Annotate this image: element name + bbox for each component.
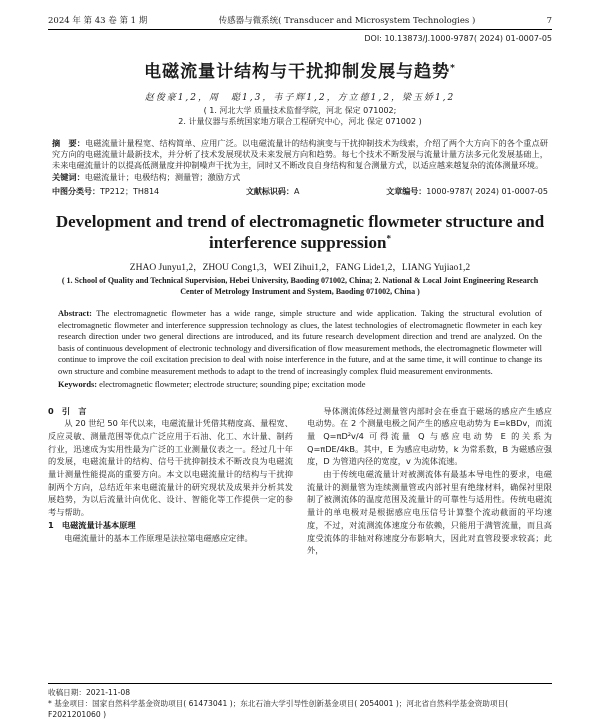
affiliation-chinese-2: 2. 计量仪器与系统国家地方联合工程研究中心，河北 保定 071002 ) (178, 116, 422, 126)
keywords-chinese (52, 172, 548, 183)
keywords-english (48, 380, 552, 389)
column-right (307, 405, 552, 557)
classification-value: TP212；TH814 (100, 186, 160, 196)
abstract-english-text: The electromagnetic flowmeter has a wide range, simple structure and wide application. Taking the structural evolution of electromagnetic flowmeter and interference suppression technology as clues, the latest technologies of electromagnetic flowmeter in each key research direction under two general directions are introduced, and its future research development direction and trend are analyzed. On the basis of continuous development of electronic technology and diversification of flow measurement methods, the electromagnetic flowmeter will continue to improve the coil excitation precision to deal with noise interference in the future, and at the same time, it will continue to change its own structure and combine measurement methods to adapt to the trend of increasingly complex fluid measurement environments. (58, 308, 542, 376)
title-english-mark: * (386, 233, 391, 244)
keywords-chinese-text: 电磁流量计；电极结构；测量管；激励方式 (84, 171, 241, 182)
affiliation-english: ( 1. School of Quality and Technical Supervision, Hebei University, Baoding 071002, China; 2. National & Local Joint Engineering Research Center of Metrology Instrument and System, Baoding 071002, China ) (61, 276, 539, 297)
page-number: 7 (546, 16, 552, 26)
abstract-english (48, 308, 552, 378)
abstract-chinese-label: 摘 要： (52, 137, 86, 148)
abstract-chinese (48, 138, 552, 183)
column-left (48, 405, 293, 557)
received-date: 收稿日期：2021-11-08 (48, 688, 131, 697)
abstract-english-label: Abstract: (58, 308, 92, 318)
journal-issue: 2024 年 第 43 卷 第 1 期 (48, 16, 148, 26)
principle-paragraph: 电磁流量计的基本工作原理是法拉第电磁感应定律。 (64, 532, 253, 543)
principle-continued-paragraph: 导体测流体经过测量管内部时会在垂直于磁场的感应产生感应电动势。在 2 个测量电极之间产生的感应电动势为 E=kBDv，而流量 Q=πD²v/4 可得流量 Q 与感应电动势 E 的关系为 Q=πDE/4kB。其中，E 为感应电动势，k 为常系数，B 为磁感应强度，D 为管道内径的宽度，v 为流体流速。 (307, 405, 552, 467)
section-0-heading: 0 引 言 (48, 405, 87, 416)
article-number-label: 文章编号： (386, 186, 427, 196)
article-number (386, 186, 548, 197)
title-footnote-mark: * (450, 63, 456, 74)
keywords-english-label: Keywords: (58, 379, 98, 389)
authors-chinese: 赵俊豪1,2，周 聪1,3，韦子辉1,2，方立德1,2，梁玉娇1,2 (144, 93, 456, 103)
running-header (48, 0, 552, 30)
title-chinese (48, 57, 552, 82)
body-columns (48, 405, 552, 557)
fund-note: * 基金项目：国家自然科学基金资助项目( 61473041 )；东北石油大学引导性创新基金项目( 2054001 )；河北省自然科学基金资助项目( F2021201060 ) (48, 699, 509, 719)
keywords-english-text: electromagnetic flowmeter; electrode structure; sounding pipe; excitation mode (99, 379, 366, 389)
abstract-chinese-text: 电磁流量计量程宽、结构简单、应用广泛。以电磁流量计的结构演变与干扰抑制技术为线索，介绍了两个大方向下的各个重点研究方向的电磁流量计最新技术，并分析了技术发展现状及未来发展方向和趋势。每七个技术不断发展与流量计量方法多元化发展基础上，未来电磁流量计的以提高低测量度并抑制噪声干扰为主，同时又不断改良自身结构和复合测量方式，以适应越来越复杂的流体测量环境。 (52, 137, 548, 171)
doi: DOI: 10.13873/J.1000-9787( 2024) 01-0007-05 (364, 34, 552, 43)
title-english (48, 211, 552, 254)
article-number-value: 1000-9787( 2024) 01-0007-05 (426, 186, 548, 196)
keywords-chinese-label: 关键词： (52, 171, 85, 182)
document-code-value: A (293, 186, 300, 196)
title-chinese-text: 电磁流量计结构与干扰抑制发展与趋势 (144, 62, 451, 82)
classification-label: 中图分类号： (52, 186, 100, 196)
affiliation-chinese-1: ( 1. 河北大学 质量技术监督学院，河北 保定 071002; (203, 106, 397, 115)
traditional-flowmeter-paragraph: 由于传统电磁流量计对被测流体有最基本导电性的要求，电磁流量计的测量管为连续测量管或内部衬里有绝缘材料，确保衬里限制了被测流体的温度范围及流量计的可靠性与适用性。传统电磁流量计的单电极对是根据感应电压信号计算整个流动截面的平均速度，不过，对流测流体速度分布依赖，只能用于满管流量，而且高度受流体的非轴对称速度分布影响大，因此对直管段要求较高；此外， (307, 469, 552, 556)
document-code (246, 186, 299, 197)
intro-paragraph: 从 20 世纪 50 年代以来，电磁流量计凭借其精度高、量程宽、反应灵敏、测量范围等优点广泛应用于石油、化工、水计量、制药行业，迅速成为实用性最为广泛的工业测量仪表之一。经过几十年的发展，电磁流量计的结构、信号干扰抑制技术不断改良为电磁流量计测量性能提高的重要方向。本文以电磁流量计的结构与干扰抑制两个方向，总结近年来电磁流量计的研究现状及成果并分析其发展趋势，为以后流量计向优化、设计、智能化等工作提供一定的参考与帮助。 (48, 418, 293, 518)
journal-name: 传感器与微系统( Transducer and Microsystem Technologies ) (218, 16, 476, 26)
document-code-label: 文献标识码： (245, 186, 294, 196)
classification-number (52, 186, 159, 197)
affiliation-chinese (48, 106, 552, 128)
title-english-text: Development and trend of electromagnetic flowmeter structure and interference suppression (55, 211, 545, 253)
section-1-heading: 1 电磁流量计基本原理 (48, 519, 136, 530)
footnote (48, 683, 552, 720)
authors-english: ZHAO Junyu1,2，ZHOU Cong1,3，WEI Zihui1,2，FANG Lide1,2，LIANG Yujiao1,2 (129, 263, 471, 274)
classification-line (48, 186, 552, 197)
